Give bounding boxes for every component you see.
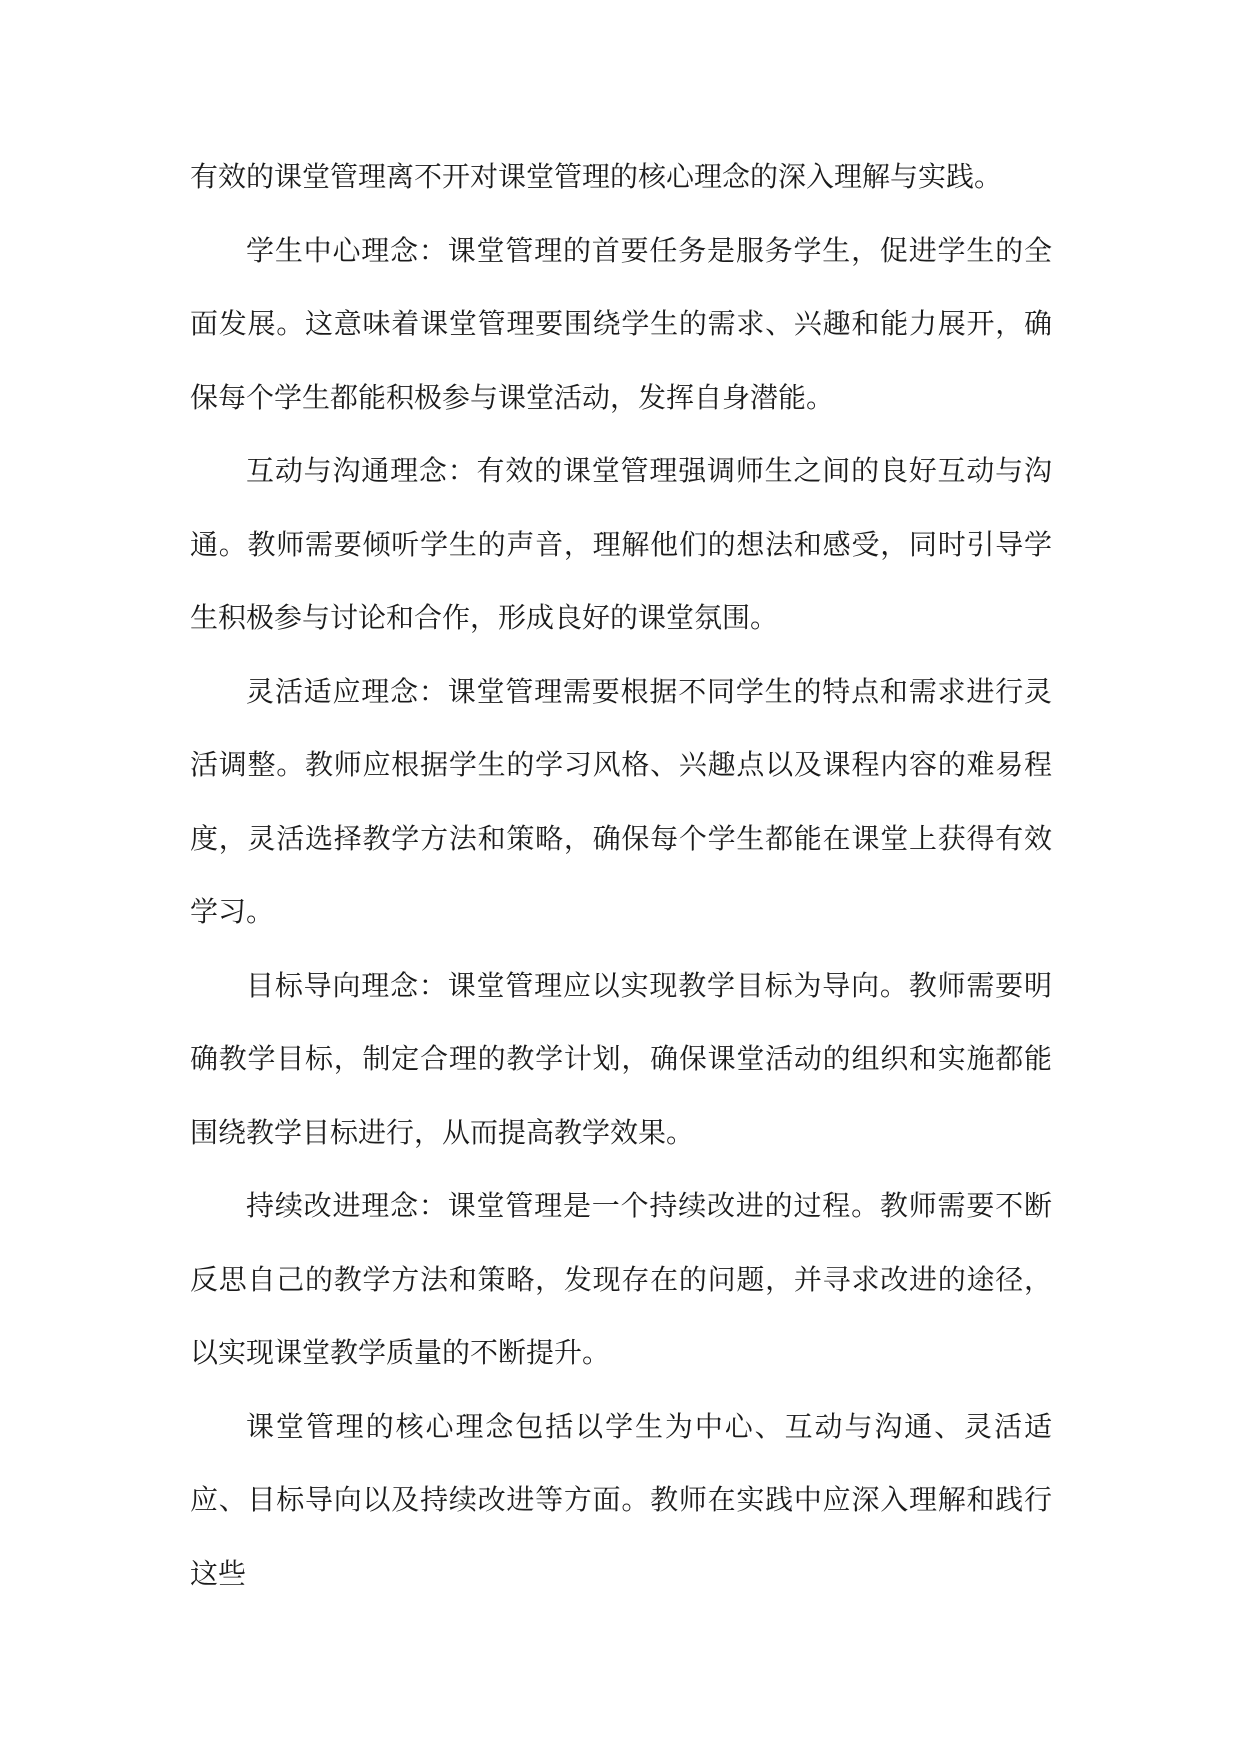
paragraph-summary: 课堂管理的核心理念包括以学生为中心、互动与沟通、灵活适应、目标导向以及持续改进等方面。教师在实践中应深入理解和践行这些 xyxy=(190,1409,1052,1590)
paragraph-continuous-improvement: 持续改进理念：课堂管理是一个持续改进的过程。教师需要不断反思自己的教学方法和策略，发现存在的问题，并寻求改进的途径，以实现课堂教学质量的不断提升。 xyxy=(190,1189,1052,1369)
document-body xyxy=(190,140,1052,1610)
paragraph-interaction-communication: 互动与沟通理念：有效的课堂管理强调师生之间的良好互动与沟通。教师需要倾听学生的声音，理解他们的想法和感受，同时引导学生积极参与讨论和合作，形成良好的课堂氛围。 xyxy=(190,454,1052,634)
paragraph-flexible-adaptation: 灵活适应理念：课堂管理需要根据不同学生的特点和需求进行灵活调整。教师应根据学生的学习风格、兴趣点以及课程内容的难易程度，灵活选择教学方法和策略，确保每个学生都能在课堂上获得有效学习。 xyxy=(190,674,1052,928)
paragraph-intro: 有效的课堂管理离不开对课堂管理的核心理念的深入理解与实践。 xyxy=(190,160,1003,193)
paragraph-student-centered: 学生中心理念：课堂管理的首要任务是服务学生，促进学生的全面发展。这意味着课堂管理要围绕学生的需求、兴趣和能力展开，确保每个学生都能积极参与课堂活动，发挥自身潜能。 xyxy=(190,233,1052,414)
paragraph-goal-oriented: 目标导向理念：课堂管理应以实现教学目标为导向。教师需要明确教学目标，制定合理的教学计划，确保课堂活动的组织和实施都能围绕教学目标进行，从而提高教学效果。 xyxy=(190,968,1052,1149)
